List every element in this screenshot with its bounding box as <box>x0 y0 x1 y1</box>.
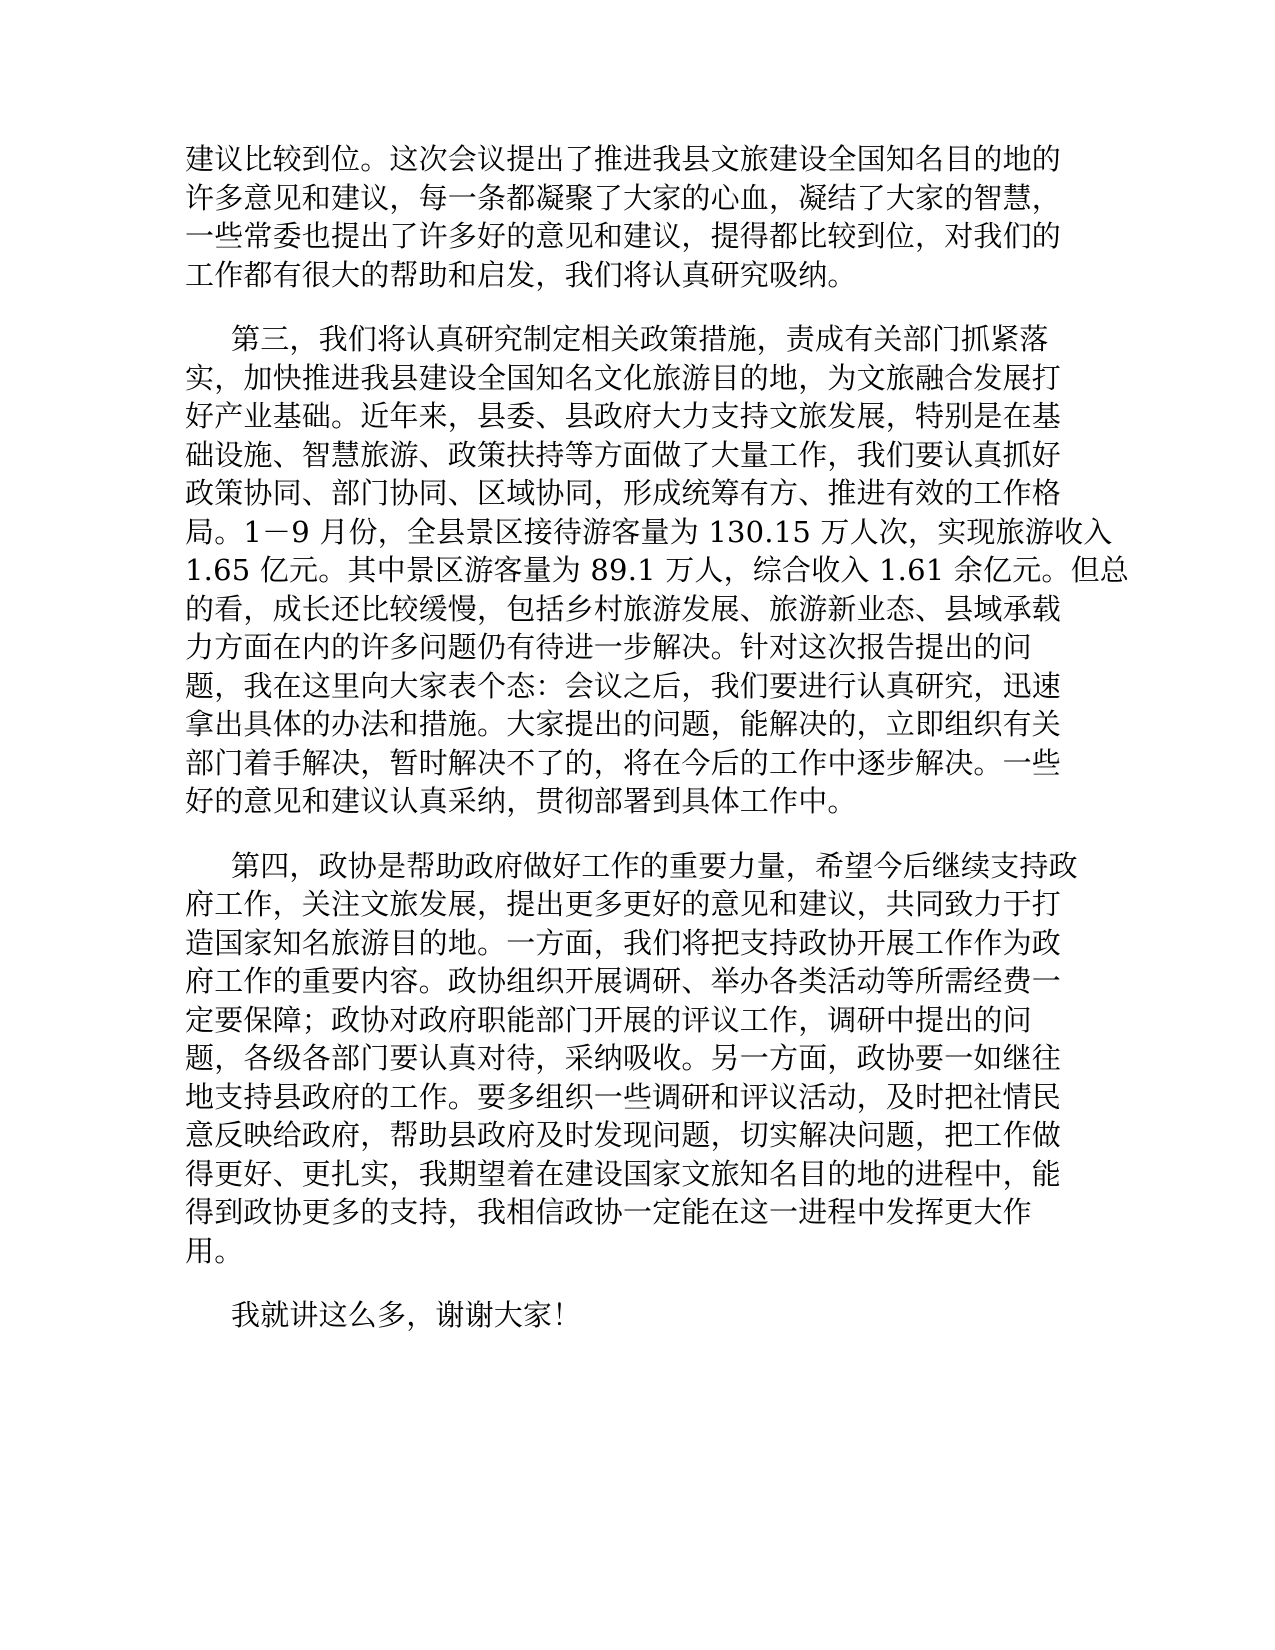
text-line: 部门着手解决，暂时解决不了的，将在今后的工作中逐步解决。一些 <box>185 745 1062 780</box>
text-line: 的看，成长还比较缓慢，包括乡村旅游发展、旅游新业态、县域承载 <box>185 591 1062 626</box>
text-line: 局。1－9 月份，全县景区接待游客量为 130.15 万人次，实现旅游收入 <box>185 514 1113 549</box>
text-line: 工作都有很大的帮助和启发，我们将认真研究吸纳。 <box>185 257 857 292</box>
text-line: 好产业基础。近年来，县委、县政府大力支持文旅发展，特别是在基 <box>185 399 1062 433</box>
paragraph-continuation <box>185 140 1065 294</box>
text-line: 得到政协更多的支持，我相信政协一定能在这一进程中发挥更大作 <box>185 1195 1032 1229</box>
paragraph-closing <box>185 1296 1065 1335</box>
text-line: 政策协同、部门协同、区域协同，形成统筹有方、推进有效的工作格 <box>185 476 1062 510</box>
text-line: 造国家知名旅游目的地。一方面，我们将把支持政协开展工作作为政 <box>185 925 1062 960</box>
paragraph-fourth <box>185 847 1078 1271</box>
document-body <box>185 140 1130 1361</box>
text-line: 力方面在内的许多问题仍有待进一步解决。针对这次报告提出的问 <box>185 630 1032 664</box>
text-line: 好的意见和建议认真采纳，贯彻部署到具体工作中。 <box>185 784 857 818</box>
text-line: 用。 <box>185 1233 244 1268</box>
text-line: 第四，政协是帮助政府做好工作的重要力量，希望今后继续支持政 <box>231 848 1078 883</box>
text-line: 许多意见和建议，每一条都凝聚了大家的心血，凝结了大家的智慧， <box>185 180 1062 215</box>
text-line: 题，各级各部门要认真对待，采纳吸收。另一方面，政协要一如继往 <box>185 1041 1062 1075</box>
text-line: 实，加快推进我县建设全国知名文化旅游目的地，为文旅融合发展打 <box>185 360 1062 395</box>
text-line: 础设施、智慧旅游、政策扶持等方面做了大量工作，我们要认真抓好 <box>185 437 1062 472</box>
text-line: 1.65 亿元。其中景区游客量为 89.1 万人，综合收入 1.61 余亿元。但总 <box>185 553 1130 587</box>
text-line: 建议比较到位。这次会议提出了推进我县文旅建设全国知名目的地的 <box>185 142 1062 176</box>
text-line: 第三，我们将认真研究制定相关政策措施，责成有关部门抓紧落 <box>231 322 1049 356</box>
text-line: 府工作，关注文旅发展，提出更多更好的意见和建议，共同致力于打 <box>185 887 1062 921</box>
text-line: 拿出具体的办法和措施。大家提出的问题，能解决的，立即组织有关 <box>185 707 1062 741</box>
text-line: 地支持县政府的工作。要多组织一些调研和评议活动，及时把社情民 <box>185 1079 1062 1114</box>
paragraph-third <box>185 320 1130 821</box>
text-line: 得更好、更扎实，我期望着在建设国家文旅知名目的地的进程中，能 <box>185 1156 1062 1191</box>
text-line: 我就讲这么多，谢谢大家！ <box>231 1298 582 1332</box>
text-line: 题，我在这里向大家表个态：会议之后，我们要进行认真研究，迅速 <box>185 668 1062 703</box>
text-line: 意反映给政府，帮助县政府及时发现问题，切实解决问题，把工作做 <box>185 1118 1062 1152</box>
text-line: 定要保障；政协对政府职能部门开展的评议工作，调研中提出的问 <box>185 1002 1032 1037</box>
text-line: 一些常委也提出了许多好的意见和建议，提得都比较到位，对我们的 <box>185 219 1062 253</box>
text-line: 府工作的重要内容。政协组织开展调研、举办各类活动等所需经费一 <box>185 964 1062 998</box>
